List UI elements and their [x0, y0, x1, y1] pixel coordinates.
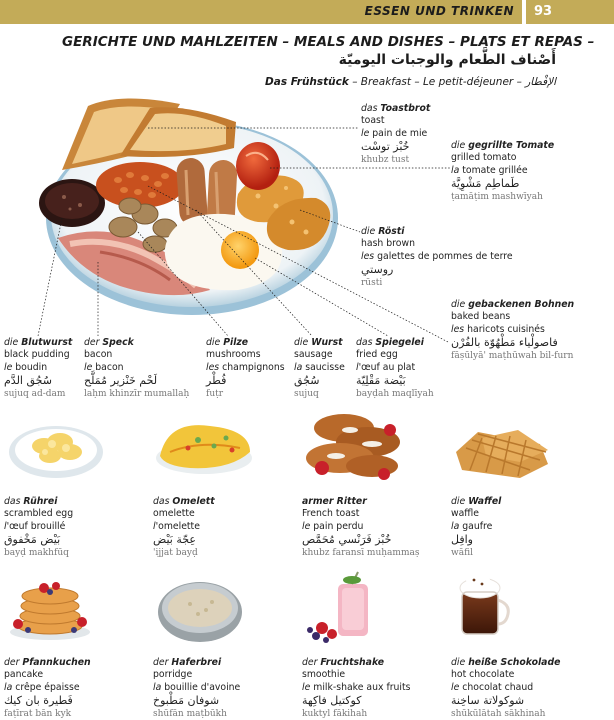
- transliteration: sujuq: [294, 388, 319, 399]
- arabic-term: لَحْم خَنْزير مُمَلَّح: [84, 373, 158, 387]
- label-waffel: [451, 496, 501, 559]
- article: der: [302, 657, 318, 668]
- german-term: Pfannkuchen: [22, 657, 91, 668]
- english-term: toast: [361, 115, 385, 127]
- french-article: la: [451, 520, 460, 532]
- label-speck: [84, 337, 189, 400]
- german-term: Fruchtshake: [320, 657, 385, 668]
- english-term: black pudding: [4, 349, 70, 361]
- french-term: bouillie d'avoine: [164, 681, 241, 693]
- french-term: boudin: [15, 361, 48, 373]
- english-term: baked beans: [451, 311, 511, 323]
- article: die: [451, 140, 466, 151]
- english-term: hot chocolate: [451, 669, 515, 681]
- page-number: 93: [534, 4, 553, 19]
- transliteration: bayḍ makhfūq: [4, 547, 69, 558]
- article: der: [4, 657, 20, 668]
- english-term: mushrooms: [206, 349, 261, 361]
- english-term: waffle: [451, 508, 480, 520]
- label-roesti: [361, 226, 513, 289]
- arabic-term: بَيْضة مَقْلِيّة: [356, 373, 406, 387]
- arabic-term: فَطيرة بان كيك: [4, 693, 73, 707]
- french-article: le: [302, 681, 311, 693]
- article: die: [4, 337, 19, 348]
- arabic-term: خُبْز توسْت: [361, 139, 410, 153]
- french-term: milk-shake aux fruits: [313, 681, 411, 693]
- transliteration: shūkūlātah sākhinah: [451, 708, 546, 719]
- transliteration: khubz faransī muḥammaṣ: [302, 547, 420, 558]
- french-article: les: [206, 361, 220, 373]
- label-tomate: [451, 140, 554, 203]
- waffle-image: [456, 430, 548, 478]
- page-title-arabic: أَصْناف الطَّعام والوجبات اليوميّة: [338, 52, 556, 68]
- transliteration: rūsti: [361, 277, 383, 288]
- french-term: œuf au plat: [361, 361, 416, 373]
- article: die: [451, 496, 466, 507]
- english-term: omelette: [153, 508, 195, 520]
- transliteration: shūfān maṭbūkh: [153, 708, 227, 719]
- french-article: le: [84, 361, 93, 373]
- french-article: la: [294, 361, 303, 373]
- german-term: Blutwurst: [21, 337, 73, 348]
- arabic-term: خُبْز فَرَنْسي مُحَمَّص: [302, 532, 392, 546]
- page-title: GERICHTE UND MAHLZEITEN – MEALS AND DISHES – PLATS ET REPAS –: [62, 34, 595, 50]
- french-term: crêpe épaisse: [15, 681, 80, 693]
- article: die: [206, 337, 221, 348]
- french-article: les: [451, 323, 465, 335]
- french-article: le: [451, 681, 460, 693]
- arabic-term: فُطْر: [206, 373, 227, 387]
- french-article: le: [302, 520, 311, 532]
- german-term: Speck: [102, 337, 134, 348]
- hot-chocolate-image: [460, 574, 508, 634]
- article: das: [356, 337, 373, 348]
- article: der: [153, 657, 169, 668]
- subtitle-de: Das Frühstück: [265, 76, 349, 88]
- label-spiegelei: [356, 337, 434, 400]
- french-article: la: [153, 681, 162, 693]
- article: die: [451, 657, 466, 668]
- label-toastbrot: [361, 103, 430, 166]
- transliteration: 'ijjat bayḍ: [153, 547, 198, 558]
- french-article: l': [4, 520, 10, 532]
- label-haferbrei: [153, 657, 240, 720]
- french-article: l': [356, 361, 362, 373]
- french-term: galettes de pommes de terre: [377, 250, 513, 262]
- arabic-term: بَيْض مَخْفوق: [4, 532, 61, 546]
- french-article: l': [153, 520, 159, 532]
- german-term: Rösti: [378, 226, 405, 237]
- omelette-image: [156, 425, 252, 474]
- german-term: Rührei: [23, 496, 58, 507]
- english-term: porridge: [153, 669, 193, 681]
- transliteration: faṭīrat bān kyk: [4, 708, 72, 719]
- english-term: bacon: [84, 349, 113, 361]
- article: das: [4, 496, 21, 507]
- article: die: [361, 226, 376, 237]
- article: die: [294, 337, 309, 348]
- label-fruchtshake: [302, 657, 411, 720]
- arabic-term: وافِل: [451, 532, 473, 546]
- arabic-term: طَماطِم مَشْوِيَّة: [451, 176, 520, 190]
- article: die: [451, 299, 466, 310]
- label-ritter: [302, 496, 419, 559]
- german-term: Toastbrot: [380, 103, 431, 114]
- french-term: gaufre: [462, 520, 493, 532]
- label-pfannkuchen: [4, 657, 91, 720]
- english-term: sausage: [294, 349, 333, 361]
- german-term: Waffel: [468, 496, 502, 507]
- french-term: œuf brouillé: [9, 520, 66, 532]
- french-term: champignons: [222, 361, 285, 373]
- transliteration: fuṭr: [206, 388, 224, 399]
- english-term: hash brown: [361, 238, 415, 250]
- arabic-term: سُجُق الدَّم: [4, 373, 52, 387]
- english-term: pancake: [4, 669, 44, 681]
- french-term: haricots cuisinés: [467, 323, 545, 335]
- french-article: la: [4, 681, 13, 693]
- transliteration: laḥm khinzīr mumallaḥ: [84, 388, 190, 399]
- german-term: Haferbrei: [171, 657, 222, 668]
- french-term: pain perdu: [313, 520, 364, 532]
- arabic-term: شوكولاتة ساخِنة: [451, 693, 525, 707]
- german-term: Spiegelei: [375, 337, 424, 348]
- subtitle-fr: Le petit-déjeuner: [422, 76, 514, 88]
- label-pilze: [206, 337, 285, 400]
- english-term: smoothie: [302, 669, 346, 681]
- label-omelett: [153, 496, 215, 559]
- german-term: Pilze: [223, 337, 249, 348]
- german-term: armer Ritter: [302, 496, 367, 507]
- label-schokolade: [451, 657, 560, 720]
- french-term: tomate grillée: [462, 164, 528, 176]
- french-term: saucisse: [305, 361, 345, 373]
- transliteration: kuktyl fākihah: [302, 708, 368, 719]
- arabic-term: روستي: [361, 262, 394, 276]
- french-article: le: [4, 361, 13, 373]
- article: das: [361, 103, 378, 114]
- article: der: [84, 337, 100, 348]
- german-term: gegrillte Tomate: [468, 140, 555, 151]
- french-article: le: [361, 127, 370, 139]
- transliteration: wāfil: [451, 547, 473, 558]
- arabic-term: فاصولْياء مَطْهُوّة بالفُرْن: [451, 335, 558, 349]
- transliteration: ṭamāṭim mashwīyah: [451, 191, 543, 202]
- german-term: Omelett: [172, 496, 215, 507]
- english-term: fried egg: [356, 349, 398, 361]
- label-bohnen: [451, 299, 574, 362]
- scrambled-egg-image: [9, 426, 103, 478]
- subtitle-ar: – الإفْطار: [516, 76, 556, 88]
- label-blutwurst: [4, 337, 72, 400]
- french-term: chocolat chaud: [462, 681, 534, 693]
- french-toast-image: [306, 414, 400, 480]
- transliteration: bayḍah maqlīyah: [356, 388, 434, 399]
- smoothie-image: [307, 572, 368, 643]
- french-article: la: [451, 164, 460, 176]
- arabic-term: كوكتيل فاكِهة: [302, 693, 362, 707]
- french-term: omelette: [158, 520, 200, 532]
- german-term: Wurst: [311, 337, 343, 348]
- label-ruehrei: [4, 496, 73, 559]
- arabic-term: شوفان مَطْبوخ: [153, 693, 220, 707]
- german-term: heiße Schokolade: [468, 657, 561, 668]
- transliteration: fāṣūlyā' maṭhūwah bil-furn: [451, 350, 574, 361]
- german-term: gebackenen Bohnen: [468, 299, 575, 310]
- arabic-term: عِجّة بَيْض: [153, 532, 196, 546]
- arabic-term: سُجُق: [294, 373, 320, 387]
- french-article: les: [361, 250, 375, 262]
- english-term: French toast: [302, 508, 360, 520]
- french-term: pain de mie: [372, 127, 428, 139]
- transliteration: sujuq ad-dam: [4, 388, 66, 399]
- pancake-image: [10, 582, 90, 640]
- article: das: [153, 496, 170, 507]
- porridge-image: [158, 582, 242, 642]
- label-wurst: [294, 337, 345, 400]
- section-title: ESSEN UND TRINKEN: [364, 4, 514, 18]
- transliteration: khubz tust: [361, 154, 410, 165]
- english-term: grilled tomato: [451, 152, 517, 164]
- french-term: bacon: [95, 361, 124, 373]
- english-term: scrambled egg: [4, 508, 74, 520]
- full-breakfast-plate: [39, 98, 338, 315]
- subtitle-en: – Breakfast –: [352, 76, 420, 88]
